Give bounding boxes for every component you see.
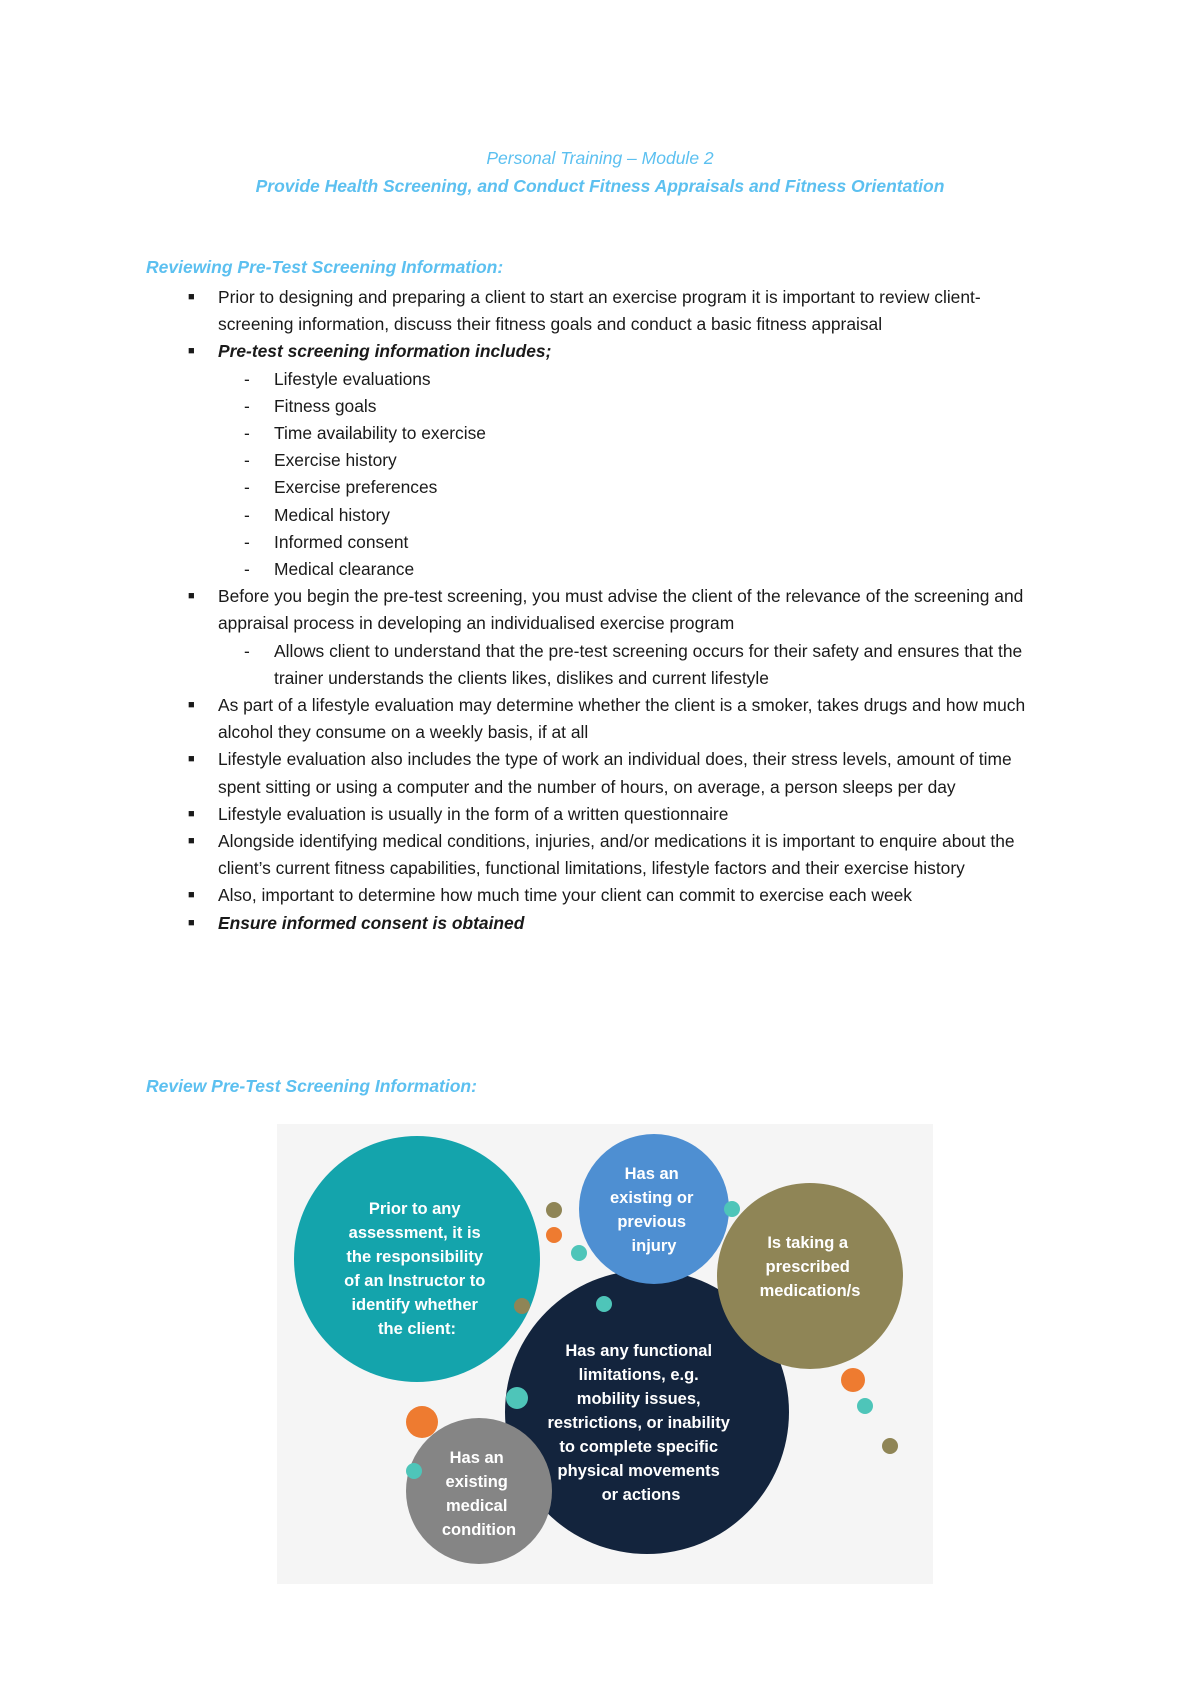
bubble-medical-condition: [406, 1418, 552, 1564]
bullet-item: ■ Alongside identifying medical conditions, injuries, and/or medications it is important to enquire about the client’s current fitness capabilities, functional limitations, lifestyle factors and their exercise history: [146, 828, 1046, 882]
square-bullet-icon: ■: [188, 345, 195, 358]
sub-list: [218, 638, 1046, 692]
sub-item: - Time availability to exercise: [244, 423, 486, 444]
bullet-item: ■ Prior to designing and preparing a client to start an exercise program it is important to review client-screening information, discuss their fitness goals and conduct a basic fitness appraisal: [146, 284, 1046, 338]
decorative-dot: [724, 1201, 740, 1217]
square-bullet-icon: ■: [188, 916, 195, 929]
document-title: Personal Training – Module 2: [486, 148, 714, 168]
bullet-item: ■ Pre-test screening information includes; - Lifestyle evaluations - Fitness goals - Time availability to exercise - Exercise history - Exercise preferences - Medical history - Informed consent - Medical clearance: [146, 338, 1046, 583]
bubble-medication: [717, 1183, 903, 1369]
sub-item: - Medical clearance: [244, 559, 415, 580]
bubble-injury: [579, 1134, 729, 1284]
decorative-dot: [857, 1398, 873, 1414]
sub-item: - Informed consent: [244, 531, 409, 552]
bullet-item: ■ Ensure informed consent is obtained: [146, 910, 1046, 937]
screening-content: [146, 284, 1046, 937]
bubble-injury-text: Has an existing or previous injury: [609, 1165, 694, 1255]
square-bullet-icon: ■: [188, 835, 195, 848]
section-heading-reviewing: Reviewing Pre-Test Screening Information:: [146, 257, 504, 277]
bullet-item: ■ Lifestyle evaluation is usually in the form of a written questionnaire: [146, 801, 1046, 828]
bullet-item: ■ Lifestyle evaluation also includes the type of work an individual does, their stress levels, amount of time spent sitting or using a computer and the number of hours, on average, a person sleeps per day: [146, 746, 1046, 800]
sub-item: - Allows client to understand that the pre-test screening occurs for their safety and ensures that the trainer understands the clients likes, dislikes and current lifestyle: [244, 640, 1023, 688]
square-bullet-icon: ■: [188, 699, 195, 712]
sub-list: [146, 366, 1046, 584]
decorative-dot: [406, 1463, 422, 1479]
sub-item: - Exercise history: [244, 450, 397, 471]
document-subtitle: Provide Health Screening, and Conduct Fitness Appraisals and Fitness Orientation: [255, 176, 945, 196]
decorative-dot: [514, 1298, 530, 1314]
sub-item: - Medical history: [244, 504, 390, 525]
bullet-item: ■ Before you begin the pre-test screening, you must advise the client of the relevance of the screening and appraisal process in developing an individualised exercise program - Allows client to understand that the pre-test screening occurs for their safety and ensures that the trainer understands the clients likes, dislikes and current lifestyle: [146, 583, 1046, 692]
sub-item: - Exercise preferences: [244, 477, 438, 498]
square-bullet-icon: ■: [188, 291, 195, 303]
square-bullet-icon: ■: [188, 590, 195, 603]
screening-bubble-diagram: [277, 1124, 933, 1584]
decorative-dot: [882, 1438, 898, 1454]
bubble-medication-text: Is taking a prescribed medication/s: [759, 1234, 861, 1300]
decorative-dot: [546, 1227, 562, 1243]
sub-item: - Fitness goals: [244, 395, 377, 416]
bullet-list: [146, 284, 1046, 937]
sub-item: - Lifestyle evaluations: [244, 368, 431, 389]
decorative-dot: [546, 1202, 562, 1218]
decorative-dot: [841, 1368, 865, 1392]
decorative-dot: [571, 1245, 587, 1261]
bubble-functional-text: Has any functional limitations, e.g. mobility issues, restrictions, or inability to complete specific physical movements or actions: [547, 1342, 730, 1504]
section-heading-review: Review Pre-Test Screening Information:: [146, 1076, 477, 1096]
decorative-dot: [596, 1296, 612, 1312]
bullet-item: ■ Also, important to determine how much time your client can commit to exercise each week: [146, 882, 1046, 909]
bubble-medical-text: Has an existing medical condition: [441, 1449, 517, 1539]
decorative-dot: [506, 1387, 528, 1409]
square-bullet-icon: ■: [188, 753, 195, 766]
square-bullet-icon: ■: [188, 889, 195, 902]
bubble-main-text: Prior to any assessment, it is the responsibility of an Instructor to identify whether the client:: [344, 1200, 486, 1338]
decorative-dot: [406, 1406, 438, 1438]
square-bullet-icon: ■: [188, 807, 195, 820]
bullet-item: ■ As part of a lifestyle evaluation may determine whether the client is a smoker, takes drugs and how much alcohol they consume on a weekly basis, if at all: [146, 692, 1046, 746]
bubble-diagram-svg: [277, 1124, 933, 1584]
